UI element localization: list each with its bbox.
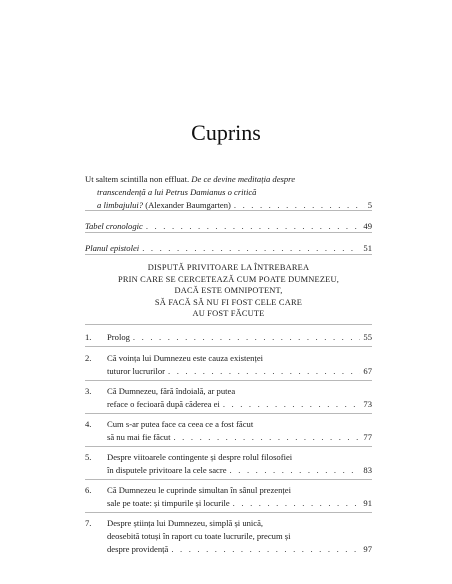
toc-line <box>85 543 372 556</box>
toc-text: Despre viitoarele contingente și despre rolul filosofiei <box>107 452 293 462</box>
dot-leader <box>133 331 360 344</box>
divider <box>85 512 372 513</box>
dot-leader <box>168 365 360 378</box>
toc-entry-chapter-3[interactable] <box>85 385 372 411</box>
toc-text-segment-italic: Planul epistolei <box>85 243 140 253</box>
toc-line <box>85 530 372 543</box>
chapter-number: 1. <box>85 332 92 342</box>
toc-page-number: 77 <box>363 432 372 442</box>
section-heading-line: AU FOST FĂCUTE <box>192 309 265 319</box>
toc-line <box>85 365 372 378</box>
dot-leader <box>230 464 361 477</box>
divider <box>85 324 372 325</box>
divider <box>85 254 372 255</box>
toc-line <box>85 186 372 199</box>
chapter-number: 6. <box>85 485 92 495</box>
toc-text: sale pe toate: și timpurile și locurile <box>107 498 230 508</box>
toc-page-number: 51 <box>363 243 372 253</box>
divider <box>85 380 372 381</box>
toc-text-segment: Ut saltem scintilla non effluat. <box>85 174 192 184</box>
divider <box>85 446 372 447</box>
toc-line <box>85 331 372 344</box>
chapter-number: 5. <box>85 452 92 462</box>
chapter-number: 7. <box>85 518 92 528</box>
toc-page-number: 73 <box>363 399 372 409</box>
toc-text: despre providență <box>107 544 169 554</box>
toc-entry-chapter-7[interactable] <box>85 517 372 556</box>
toc-text: să nu mai fie făcut <box>107 432 171 442</box>
chapter-number: 2. <box>85 353 92 363</box>
toc-text: Despre știința lui Dumnezeu, simplă și unică, <box>107 518 264 528</box>
toc-text-segment-italic: De ce devine meditația despre <box>191 174 296 184</box>
toc-text-segment-italic: transcendență a lui Petrus Damianus o critică <box>97 187 257 197</box>
toc-page-number: 49 <box>363 221 372 231</box>
dot-leader <box>223 398 361 411</box>
toc-text: reface o fecioară după căderea ei <box>107 399 220 409</box>
divider <box>85 232 372 233</box>
toc-text: Că Dumnezeu, fără îndoială, ar putea <box>107 386 236 396</box>
toc-page-number: 5 <box>367 200 372 210</box>
toc-line <box>85 451 372 464</box>
toc-text: Prolog <box>107 332 130 342</box>
toc-line <box>85 431 372 444</box>
toc-text: Că Dumnezeu le cuprinde simultan în sânul prezenței <box>107 485 291 495</box>
toc-page-number: 67 <box>363 366 372 376</box>
dot-leader <box>233 497 361 510</box>
section-heading-line: SĂ FACĂ SĂ NU FI FOST CELE CARE <box>154 297 303 307</box>
toc-entry-chapter-4[interactable] <box>85 418 372 444</box>
toc-text: Cum s-ar putea face ca ceea ce a fost făcut <box>107 419 254 429</box>
toc-entry-chapter-2[interactable] <box>85 352 372 378</box>
section-heading <box>85 262 372 320</box>
toc-line <box>85 418 372 431</box>
toc-line <box>85 385 372 398</box>
section-heading-line: DACĂ ESTE OMNIPOTENT, <box>174 286 283 296</box>
toc-text: deosebită totuși în raport cu toate lucrurile, precum și <box>107 531 291 541</box>
toc-entry-chapter-5[interactable] <box>85 451 372 477</box>
toc-line <box>85 398 372 411</box>
toc-text-segment: (Alexander Baumgarten) <box>143 200 231 210</box>
chapter-number: 3. <box>85 386 92 396</box>
section-heading-line: DISPUTĂ PRIVITOARE LA ÎNTREBAREA <box>147 263 310 272</box>
toc-text <box>85 173 295 186</box>
toc-entry-chapter-1[interactable] <box>85 331 372 344</box>
toc-text: în disputele privitoare la cele sacre <box>107 465 227 475</box>
toc-line <box>85 173 372 186</box>
toc-text: Că voința lui Dumnezeu este cauza existenței <box>107 353 264 363</box>
section-heading-line: PRIN CARE SE CERCETEAZĂ CUM POATE DUMNEZEU, <box>117 274 339 284</box>
dot-leader <box>171 543 360 556</box>
divider <box>85 346 372 347</box>
toc-line <box>85 464 372 477</box>
divider <box>85 210 372 211</box>
divider <box>85 479 372 480</box>
toc-entry-introduction[interactable] <box>85 173 372 212</box>
page-title: Cuprins <box>191 120 261 145</box>
dot-leader <box>173 431 360 444</box>
toc-line <box>85 517 372 530</box>
toc-page-number: 91 <box>363 498 372 508</box>
toc-line <box>85 484 372 497</box>
toc-line <box>85 497 372 510</box>
toc-text-segment-italic: Tabel cronologic <box>85 221 143 231</box>
toc-page-number: 97 <box>363 544 372 554</box>
toc-page-number: 83 <box>363 465 372 475</box>
divider <box>85 413 372 414</box>
toc-text-segment-italic: a limbajului? <box>97 200 144 210</box>
toc-page-number: 55 <box>363 332 372 342</box>
chapter-number: 4. <box>85 419 92 429</box>
toc-text: tuturor lucrurilor <box>107 366 165 376</box>
toc-line <box>85 352 372 365</box>
toc-entry-chapter-6[interactable] <box>85 484 372 510</box>
